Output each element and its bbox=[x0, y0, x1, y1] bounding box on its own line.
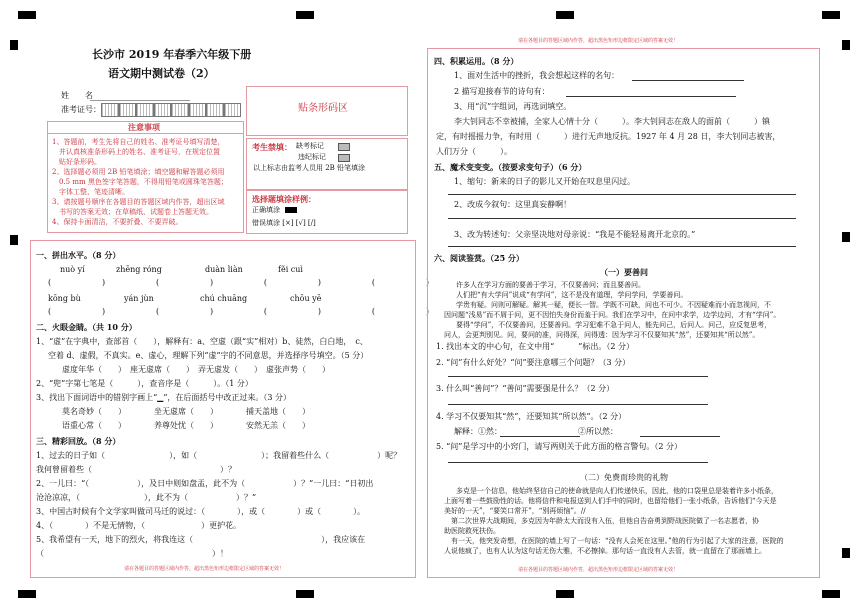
registration-mark bbox=[842, 40, 850, 50]
q4-1: 1、面对生活中的挫折，我会想起这样的名句： bbox=[454, 71, 620, 80]
absent-mark-label: 缺考标记 bbox=[296, 142, 324, 150]
reading-1-q2-line[interactable] bbox=[448, 376, 708, 377]
name-label: 姓 名 bbox=[61, 91, 93, 100]
pinyin-1: nuò yí bbox=[60, 265, 85, 274]
fill-correct-label: 正确填涂 bbox=[252, 206, 280, 214]
registration-mark bbox=[296, 11, 314, 19]
q5-2-answer-line[interactable] bbox=[448, 218, 796, 219]
section-5-title: 五、魔术变变变。（按要求变句子）（6 分） bbox=[434, 162, 587, 172]
registration-mark bbox=[556, 590, 574, 598]
exam-number-label: 准考证号： bbox=[61, 105, 101, 114]
q4-3-line-b: 定，有时摇摇力争，有时用（ ）进行无声地反抗。1927 年 4 月 28 日，李大钊同志被害， bbox=[436, 132, 781, 141]
q5-2: 2、改成今叙句：这里真妄静啊！ bbox=[454, 200, 572, 209]
notice-title: 注意事项 bbox=[128, 122, 160, 132]
registration-mark bbox=[822, 590, 840, 598]
reading-1-passage: 许多人在学习方面的要善于学习，不仅要善问；而且要善问。 人们把“有大学问”说成“有学问”，这不是没有道理，学问学问，学要善问。 学贵有疑。问则可解疑。解其一疑，便长一智。学既不可缺，问也不可少。不因疑难而小而忽视问，不 因问题“浅易”而不屑于问，更不因怕失身份而羞于问。我们在学习中，在问中求学，边学边问，才有“学问”。 要得“学问”，不仅要善问，还要善问。学习犯难不急于问人，能先问己，后问人。问己，应反复思考， 问人，会更判别见。问，要问的准，问得深，问得透：因为学习不仅要知其“然”，还要知其“所以然”。 bbox=[444, 281, 781, 339]
reading-1-q4-line-a[interactable] bbox=[500, 436, 580, 437]
q4-3: 3、用“沉”字组词，再选词填空。 bbox=[454, 102, 572, 111]
q3-5-line-b: （ ）！ bbox=[36, 549, 228, 558]
q2-3-line-b: 语重心常（ ） 养尊处忧（ ） 安然无羔（ ） bbox=[62, 421, 310, 430]
registration-mark bbox=[556, 11, 574, 19]
exam-subtitle: 语文期中测试卷（2） bbox=[108, 67, 215, 80]
section-6-title: 六、阅读鉴赏。（25 分） bbox=[434, 253, 524, 263]
q5-1-answer-line[interactable] bbox=[448, 194, 796, 195]
reading-1-q5-line[interactable] bbox=[448, 462, 708, 463]
fill-example-title: 选择题填涂样例： bbox=[252, 194, 316, 204]
right-top-warning: 请在各题目的答题区域内作答，超出黑色矩形边框限定区域的答案无效！ bbox=[518, 38, 679, 44]
reading-1-q4-explain: 解释：①然： ②所以然： bbox=[454, 427, 618, 436]
q4-2: 2 描写迎接春节的诗句有： bbox=[454, 87, 550, 96]
registration-mark bbox=[10, 235, 18, 245]
q2-3-line-a: 莫名奇妙（ ） 坐无虚席（ ） 捕天盖地（ ） bbox=[62, 407, 310, 416]
left-bottom-warning: 请在各题目的答题区域内作答，超出黑色矩形边框限定区域的答案无效！ bbox=[124, 566, 285, 572]
q4-1-answer-line[interactable] bbox=[632, 80, 744, 81]
violation-mark-checkbox[interactable] bbox=[338, 154, 350, 162]
q3-5-line-a: 5、我希望有一天，地下的烈火，将我连这（ ），我应该在 bbox=[36, 535, 366, 544]
q5-3-answer-line[interactable] bbox=[448, 246, 796, 247]
fill-wrong-label: 错误填涂 [×] [√] [/] bbox=[252, 219, 316, 227]
pinyin-5: kōng bù bbox=[48, 294, 81, 303]
barcode-sticker-label: 贴条形码区 bbox=[298, 103, 348, 114]
q3-4: 4、（ ）不是无情物，（ ）更护花。 bbox=[36, 521, 242, 530]
q5-3: 3、改为转述句：父亲坚决地对母亲说：“我是不能轻易离开北京的。” bbox=[454, 230, 696, 239]
section-3-title: 三、精彩回放。（8 分） bbox=[36, 436, 121, 446]
exam-title: 长沙市 2019 年春季六年级下册 bbox=[92, 48, 252, 61]
reading-1-title: （一）要善问 bbox=[600, 267, 648, 277]
pinyin-answer-row-1[interactable]: ( ) ( ) ( ) ( ) bbox=[48, 278, 429, 287]
pinyin-8: chōu yē bbox=[290, 294, 322, 303]
q2-2: 2、“兜”字第七笔是（ ），查音序是（ ）。（1 分） bbox=[36, 379, 253, 388]
registration-mark bbox=[842, 232, 850, 242]
violation-mark-label: 违纪标记 bbox=[298, 153, 326, 161]
registration-mark bbox=[18, 590, 36, 598]
reading-2-passage: 多克是一个信息，他始终坚信自己的使命就是向人们传递快乐，因此，他的口袋里总是装着许多小纸条， 上面写着一些鼓励性的话。他将信件和电报送到人们手中的同时，也留给他们一张小纸条，告诉他们“今天是 美好的一天”，“要笑口常开”，“别再烦恼”。// 第二次世界大战期间，多克因为年龄太大而没有入伍，但他自告奋勇到野战医院做了一名志愿者，协 助医院救死扶伤。 有一天，他突发奇想，在医院的墙上写了一句话：“没有人会死在这里。”他的行为引起了大家的注意，医院的 人说他疯了，也有人认为这句话无伤大雅，不必擦掉。那句话一直没有人去管，就一直留在了那面墙上。 bbox=[444, 487, 784, 555]
pinyin-4: fěi cuì bbox=[278, 265, 303, 274]
registration-mark bbox=[842, 548, 850, 558]
pinyin-7: chú chuāng bbox=[200, 294, 248, 303]
pinyin-3: duàn liàn bbox=[205, 265, 243, 274]
reading-1-q4-line-b[interactable] bbox=[640, 436, 720, 437]
section-2-title: 二、火眼金睛。（共 10 分） bbox=[36, 322, 137, 332]
reading-2-title: （二）免费而珍贵的礼物 bbox=[580, 473, 668, 482]
q3-2-line-b: 沧沧凉凉，（ ），此不为（ ）？” bbox=[36, 493, 257, 502]
reading-1-q3-line[interactable] bbox=[448, 404, 708, 405]
pinyin-answer-row-2[interactable]: ( ) ( ) ( ) ( ) bbox=[48, 307, 429, 316]
right-bottom-warning: 请在各题目的答题区域内作答，超出黑色矩形边框限定区域的答案无效！ bbox=[518, 567, 679, 573]
q3-1-line-a: 1、过去的日子如（ ），如（ ）；我留着些什么（ ）呢？ bbox=[36, 451, 402, 460]
registration-mark bbox=[18, 11, 36, 19]
section-1-title: 一、拼出水平。（8 分） bbox=[36, 250, 121, 260]
q3-3: 3、中国古时候有个文学家叫做司马迁的说过：（ ），或（ ）或（ ）。 bbox=[36, 507, 366, 516]
q4-2-answer-line[interactable] bbox=[566, 96, 736, 97]
registration-mark bbox=[296, 590, 314, 598]
pinyin-2: zhēng róng bbox=[116, 265, 162, 274]
reading-1-q4: 4. 学习不仅要知其“然”，还要知其“所以然”。（2 分） bbox=[436, 412, 627, 421]
q2-1-line-a: 1、“虚”在字典中，查部首（ ），解释有：a、空虚（跟“实”相对）b、徒然，白白地， c、 bbox=[36, 337, 368, 346]
q5-1: 1、缩句：新来的日子的影儿又开始在叹息里闪过。 bbox=[454, 177, 636, 186]
q4-3-line-c: 人们万分（ ）。 bbox=[436, 147, 512, 156]
fill-correct-sample bbox=[285, 207, 297, 213]
reading-1-q2: 2. “问”有什么好处？“问”要注意哪三个问题？（3 分） bbox=[436, 358, 631, 367]
q2-3: 3、找出下面词语中的错别字画上“▁”，在后面括号中改正过来。（3 分） bbox=[36, 393, 292, 402]
q2-1-line-b: 空着 d、虚假，不真实。e、虚心，理解下列“虚”字的不同意思，并选择序号填空。（5 分） bbox=[48, 351, 369, 360]
q4-3-line-a: 李大钊同志不幸被捕，全家人心情十分（ ）。李大钊同志在敌人的面前（ ）镇 bbox=[454, 117, 770, 126]
q3-1-line-b: 我何曾留着些（ ）？ bbox=[36, 465, 236, 474]
exam-number-boxes[interactable] bbox=[101, 103, 241, 117]
reading-1-q5: 5. “问”是学习中的小窍门，请写两则关于此方面的格言警句。（2 分） bbox=[436, 442, 682, 451]
q3-2-line-a: 2、一儿曰：“（ ），及日中则如盘盂，此不为（ ）？”一儿曰：“日初出 bbox=[36, 479, 374, 488]
absent-mark-checkbox[interactable] bbox=[338, 143, 350, 151]
reading-1-q3: 3. 什么叫“善问”？“善问”需要强是什么？（2 分） bbox=[436, 384, 615, 393]
absent-title: 考生禁填： bbox=[252, 142, 292, 152]
pinyin-6: yán jùn bbox=[124, 294, 154, 303]
notice-divider bbox=[48, 133, 243, 134]
section-4-title: 四、积累运用。（8 分） bbox=[434, 56, 519, 66]
q2-1-line-c: 虚度年华（ ） 座无虚席（ ） 弄无虚发（ ） 虚张声势（ ） bbox=[62, 365, 330, 374]
name-line bbox=[90, 100, 190, 101]
registration-mark bbox=[10, 40, 18, 50]
notice-list: 1、答题前，考生先将自己的姓名、准考证号填写清楚， 并认真核准条形码上的姓名、准考证号，在规定位置 贴好条形码。 2、选择题必须用 2B 铅笔填涂；填空题和解答题必须用 0.5 mm 黑色签字笔答题，不得用铅笔或圆珠笔答题； 字体工整、笔迹清晰。 3、请按题号顺序在各题目的答题区域内作答，超出区域 书写的答案无效；在草稿纸、试题卷上答题无效。 4、保持卡面清洁，不要折叠、不要弄破。 bbox=[52, 138, 228, 226]
reading-1-q1: 1. 找出本文的中心句，在文中用“ ”标出。（2 分） bbox=[436, 342, 634, 351]
registration-mark bbox=[822, 11, 840, 19]
absent-instruction: 以上标志由监考人员用 2B 铅笔填涂 bbox=[253, 164, 366, 172]
